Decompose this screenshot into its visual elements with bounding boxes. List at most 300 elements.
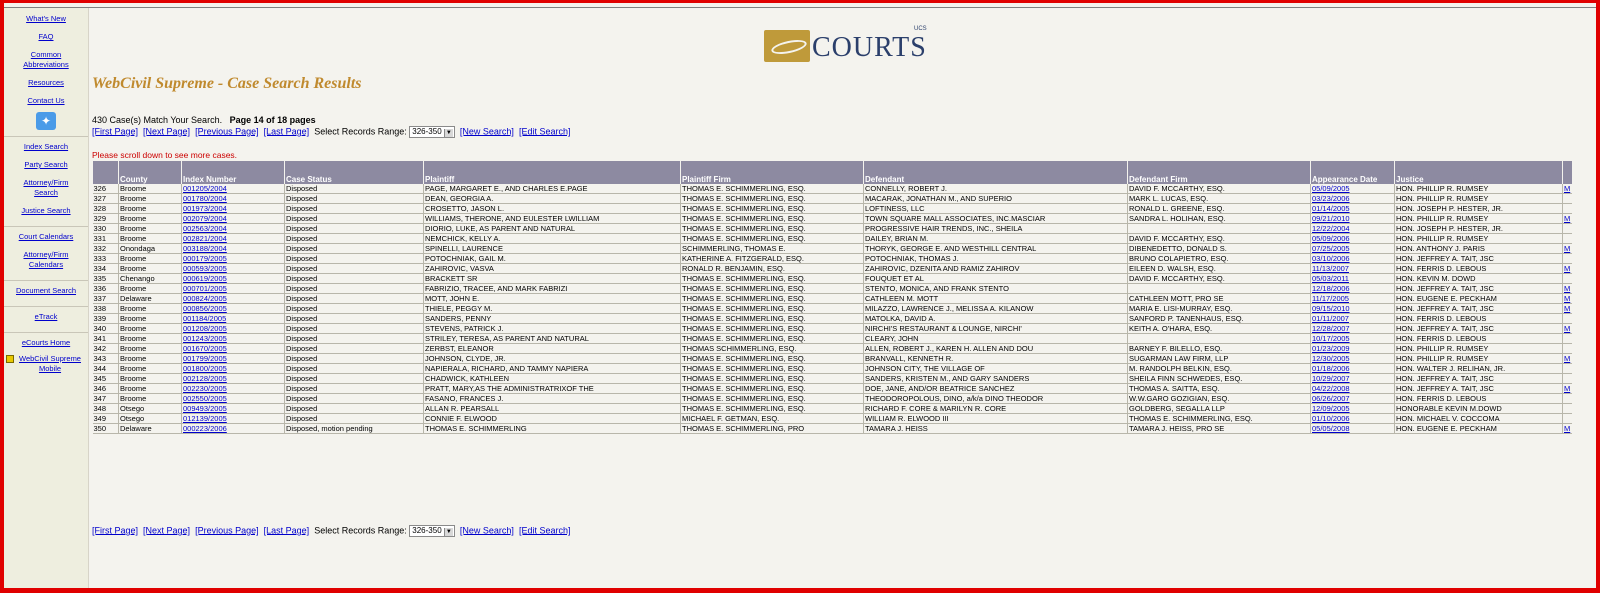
cell-plaintiff: BRACKETT SR (424, 274, 681, 284)
table-row (93, 244, 1572, 254)
index-number-link[interactable]: 002079/2004 (183, 214, 227, 223)
cell-defendant: DAILEY, BRIAN M. (864, 234, 1128, 244)
edge-link[interactable]: M (1564, 324, 1571, 333)
col-header-plaintiff-firm: Plaintiff Firm (681, 161, 864, 184)
cell-defendant-firm: DAVID F. MCCARTHY, ESQ. (1128, 184, 1311, 194)
cell-row-number: 341 (93, 334, 119, 344)
cell-plaintiff: CROSETTO, JASON L. (424, 204, 681, 214)
sidebar-link-common-abbreviations[interactable]: Common Abbreviations (23, 50, 69, 69)
cell-defendant-firm: MARIA E. LISI-MURRAY, ESQ. (1128, 304, 1311, 314)
cell-defendant-firm: SANFORD P. TANENHAUS, ESQ. (1128, 314, 1311, 324)
sidebar-link-attorney-firm-search[interactable]: Attorney/Firm Search (23, 178, 69, 197)
appearance-date-link[interactable]: 11/13/2007 (1312, 264, 1349, 273)
cell-plaintiff: SPINELLI, LAURENCE (424, 244, 681, 254)
cell-defendant: SANDERS, KRISTEN M., AND GARY SANDERS (864, 374, 1128, 384)
pagination-top (92, 126, 570, 138)
cell-defendant-firm: THOMAS E. SCHIMMERLING, ESQ. (1128, 414, 1311, 424)
cell-appearance-date (1311, 364, 1395, 374)
sidebar-link-document-search[interactable]: Document Search (15, 286, 77, 295)
cell-index-number (182, 294, 285, 304)
cell-county: Onondaga (119, 244, 182, 254)
sidebar-link-webcivil-mobile[interactable]: WebCivil Supreme Mobile (19, 354, 81, 373)
cell-plaintiff-firm: THOMAS E. SCHIMMERLING, ESQ. (681, 184, 864, 194)
index-number-link[interactable]: 001243/2005 (183, 334, 227, 343)
index-number-link[interactable]: 000593/2005 (183, 264, 227, 273)
col-header-justice: Justice (1395, 161, 1563, 184)
edit-search-link[interactable]: [Edit Search] (518, 126, 571, 137)
table-row (93, 304, 1572, 314)
cell-justice: HON. JEFFREY A. TAIT, JSC (1395, 324, 1563, 334)
cell-plaintiff-firm: SCHIMMERLING, THOMAS E. (681, 244, 864, 254)
index-number-link[interactable]: 001205/2004 (183, 184, 227, 193)
cell-edge (1563, 304, 1572, 314)
table-row (93, 274, 1572, 284)
cell-edge (1563, 394, 1572, 404)
cell-edge (1563, 424, 1572, 434)
cell-justice: HON. WALTER J. RELIHAN, JR. (1395, 364, 1563, 374)
index-number-link[interactable]: 000619/2005 (183, 274, 227, 283)
cell-appearance-date (1311, 214, 1395, 224)
cell-edge (1563, 204, 1572, 214)
cell-defendant: MILAZZO, LAWRENCE J., MELISSA A. KILANOW (864, 304, 1128, 314)
cell-case-status: Disposed (285, 184, 424, 194)
cell-defendant: CATHLEEN M. MOTT (864, 294, 1128, 304)
cell-appearance-date (1311, 344, 1395, 354)
cell-justice: HON. KEVIN M. DOWD (1395, 274, 1563, 284)
cell-row-number: 335 (93, 274, 119, 284)
previous-page-link[interactable]: [Previous Page] (195, 525, 259, 536)
cell-row-number: 327 (93, 194, 119, 204)
appearance-date-link[interactable]: 12/22/2004 (1312, 224, 1350, 233)
appearance-date-link[interactable]: 12/28/2007 (1312, 324, 1350, 333)
cell-case-status: Disposed (285, 304, 424, 314)
cell-plaintiff-firm: THOMAS E. SCHIMMERLING, ESQ. (681, 194, 864, 204)
cell-appearance-date (1311, 424, 1395, 434)
cell-justice: HON. JEFFREY A. TAIT, JSC (1395, 254, 1563, 264)
cell-plaintiff: THIELE, PEGGY M. (424, 304, 681, 314)
cell-justice: HON. FERRIS D. LEBOUS (1395, 394, 1563, 404)
cell-defendant-firm: RONALD L. GREENE, ESQ. (1128, 204, 1311, 214)
edge-link[interactable]: M (1564, 424, 1571, 433)
cell-row-number: 342 (93, 344, 119, 354)
col-header-defendant-firm: Defendant Firm (1128, 161, 1311, 184)
table-row (93, 374, 1572, 384)
cell-index-number (182, 324, 285, 334)
edge-link[interactable]: M (1564, 304, 1571, 313)
cell-defendant-firm: DAVID F. MCCARTHY, ESQ. (1128, 274, 1311, 284)
cell-row-number: 348 (93, 404, 119, 414)
cell-defendant: WILLIAM R. ELWOOD III (864, 414, 1128, 424)
cell-county: Broome (119, 364, 182, 374)
index-number-link[interactable]: 000223/2006 (183, 424, 227, 433)
cell-defendant-firm: KEITH A. O'HARA, ESQ. (1128, 324, 1311, 334)
edge-link[interactable]: M (1564, 184, 1571, 193)
cell-appearance-date (1311, 294, 1395, 304)
cell-defendant: ALLEN, ROBERT J., KAREN H. ALLEN AND DOU (864, 344, 1128, 354)
cell-case-status: Disposed (285, 364, 424, 374)
cell-defendant: CONNELLY, ROBERT J. (864, 184, 1128, 194)
edge-link[interactable]: M (1564, 264, 1571, 273)
sidebar-link-court-calendars[interactable]: Court Calendars (18, 232, 74, 241)
sidebar-link-resources[interactable]: Resources (28, 78, 64, 87)
cell-appearance-date (1311, 374, 1395, 384)
match-count: 430 Case(s) Match Your Search. (92, 115, 223, 125)
sidebar (4, 8, 89, 588)
index-number-link[interactable]: 002550/2005 (183, 394, 227, 403)
cell-defendant-firm: DAVID F. MCCARTHY, ESQ. (1128, 234, 1311, 244)
sidebar-link-contact-us[interactable]: Contact Us (27, 96, 65, 105)
previous-page-link[interactable]: [Previous Page] (195, 126, 259, 137)
page-indicator: Page 14 of 18 pages (229, 115, 316, 125)
edge-link[interactable]: M (1564, 384, 1571, 393)
appearance-date-link[interactable]: 01/10/2006 (1312, 414, 1350, 423)
index-number-link[interactable]: 001799/2005 (183, 354, 227, 363)
cell-appearance-date (1311, 404, 1395, 414)
index-number-link[interactable]: 000179/2005 (183, 254, 227, 263)
cell-case-status: Disposed (285, 294, 424, 304)
cell-defendant-firm: TAMARA J. HEISS, PRO SE (1128, 424, 1311, 434)
cell-edge (1563, 284, 1572, 294)
cell-case-status: Disposed (285, 264, 424, 274)
cell-appearance-date (1311, 314, 1395, 324)
first-page-link[interactable]: [First Page] (92, 525, 139, 536)
edge-link[interactable]: M (1564, 354, 1571, 363)
cell-county: Otsego (119, 404, 182, 414)
table-row (93, 204, 1572, 214)
cell-plaintiff: ZERBST, ELEANOR (424, 344, 681, 354)
col-header-appearance-date: Appearance Date (1311, 161, 1395, 184)
cell-edge (1563, 324, 1572, 334)
col-header-number (93, 161, 119, 184)
cell-appearance-date (1311, 234, 1395, 244)
cell-justice: HON. PHILLIP R. RUMSEY (1395, 354, 1563, 364)
cell-plaintiff-firm: THOMAS E. SCHIMMERLING, ESQ. (681, 324, 864, 334)
cell-defendant-firm: GOLDBERG, SEGALLA LLP (1128, 404, 1311, 414)
cell-appearance-date (1311, 244, 1395, 254)
index-number-link[interactable]: 002128/2005 (183, 374, 227, 383)
table-row (93, 234, 1572, 244)
cell-county: Chenango (119, 274, 182, 284)
appearance-date-link[interactable]: 07/25/2005 (1312, 244, 1350, 253)
cell-case-status: Disposed (285, 374, 424, 384)
cell-edge (1563, 274, 1572, 284)
cell-index-number (182, 314, 285, 324)
index-number-link[interactable]: 000701/2005 (183, 284, 227, 293)
cell-row-number: 334 (93, 264, 119, 274)
next-page-link[interactable]: [Next Page] (143, 525, 191, 536)
table-row (93, 314, 1572, 324)
cell-plaintiff-firm: THOMAS E. SCHIMMERLING, ESQ. (681, 404, 864, 414)
table-row (93, 414, 1572, 424)
cell-defendant: MACARAK, JONATHAN M., AND SUPERIO (864, 194, 1128, 204)
table-row (93, 264, 1572, 274)
cell-index-number (182, 284, 285, 294)
sidebar-link-ecourts-home[interactable]: eCourts Home (21, 338, 71, 347)
cell-index-number (182, 224, 285, 234)
index-number-link[interactable]: 001184/2005 (183, 314, 227, 323)
courts-logo-mark (764, 30, 810, 62)
edge-link[interactable]: M (1564, 284, 1571, 293)
cell-defendant: RICHARD F. CORE & MARILYN R. CORE (864, 404, 1128, 414)
table-header-row (93, 161, 1572, 184)
appearance-date-link[interactable]: 10/29/2007 (1312, 374, 1350, 383)
table-row (93, 254, 1572, 264)
cell-plaintiff: ALLAN R. PEARSALL (424, 404, 681, 414)
cell-justice: HON. FERRIS D. LEBOUS (1395, 334, 1563, 344)
cell-case-status: Disposed (285, 254, 424, 264)
cell-plaintiff-firm: THOMAS E. SCHIMMERLING, ESQ. (681, 224, 864, 234)
cell-justice: HONORABLE KEVIN M.DOWD (1395, 404, 1563, 414)
cell-edge (1563, 384, 1572, 394)
cell-defendant-firm: DIBENEDETTO, DONALD S. (1128, 244, 1311, 254)
table-row (93, 294, 1572, 304)
cell-plaintiff-firm: THOMAS E. SCHIMMERLING, ESQ. (681, 354, 864, 364)
mobile-icon (6, 355, 14, 363)
cell-row-number: 337 (93, 294, 119, 304)
cell-case-status: Disposed (285, 414, 424, 424)
cell-edge (1563, 374, 1572, 384)
cell-case-status: Disposed (285, 324, 424, 334)
cell-appearance-date (1311, 354, 1395, 364)
cell-county: Broome (119, 394, 182, 404)
cell-edge (1563, 354, 1572, 364)
sidebar-link-whats-new[interactable]: What's New (26, 14, 66, 23)
cell-county: Otsego (119, 414, 182, 424)
cell-index-number (182, 414, 285, 424)
chevron-down-icon[interactable]: ▼ (444, 528, 453, 536)
cell-plaintiff-firm: THOMAS E. SCHIMMERLING, ESQ. (681, 294, 864, 304)
cell-index-number (182, 204, 285, 214)
cell-county: Broome (119, 304, 182, 314)
cell-edge (1563, 414, 1572, 424)
cell-plaintiff-firm: THOMAS E. SCHIMMERLING, ESQ. (681, 334, 864, 344)
sidebar-link-etrack[interactable]: eTrack (34, 312, 58, 321)
cell-plaintiff-firm: THOMAS E. SCHIMMERLING, ESQ. (681, 284, 864, 294)
results-table (92, 161, 1572, 434)
sidebar-link-index-search[interactable]: Index Search (23, 142, 69, 151)
cell-plaintiff-firm: THOMAS E. SCHIMMERLING, ESQ. (681, 394, 864, 404)
cell-row-number: 326 (93, 184, 119, 194)
appearance-date-link[interactable]: 03/10/2006 (1312, 254, 1350, 263)
cell-justice: HON. JEFFREY A. TAIT, JSC (1395, 384, 1563, 394)
chevron-down-icon[interactable]: ▼ (444, 129, 453, 137)
index-number-link[interactable]: 000856/2005 (183, 304, 227, 313)
edge-link[interactable]: M (1564, 214, 1571, 223)
table-row (93, 284, 1572, 294)
edit-search-link[interactable]: [Edit Search] (518, 525, 571, 536)
cell-appearance-date (1311, 284, 1395, 294)
cell-county: Broome (119, 214, 182, 224)
appearance-date-link[interactable]: 10/17/2005 (1312, 334, 1350, 343)
appearance-date-link[interactable]: 03/23/2006 (1312, 194, 1350, 203)
edge-link[interactable]: M (1564, 294, 1571, 303)
cell-plaintiff-firm: THOMAS SCHIMMERLING, ESQ. (681, 344, 864, 354)
table-row (93, 334, 1572, 344)
col-header-plaintiff: Plaintiff (424, 161, 681, 184)
index-number-link[interactable]: 001670/2005 (183, 344, 227, 353)
cell-justice: HON. JEFFREY A. TAIT, JSC (1395, 374, 1563, 384)
appearance-date-link[interactable]: 05/09/2006 (1312, 234, 1350, 243)
appearance-date-link[interactable]: 05/09/2005 (1312, 184, 1350, 193)
cell-edge (1563, 254, 1572, 264)
cell-plaintiff: FABRIZIO, TRACEE, AND MARK FABRIZI (424, 284, 681, 294)
table-row (93, 354, 1572, 364)
appearance-date-link[interactable]: 06/26/2007 (1312, 394, 1350, 403)
cell-appearance-date (1311, 224, 1395, 234)
cell-plaintiff: NEMCHICK, KELLY A. (424, 234, 681, 244)
appearance-date-link[interactable]: 01/11/2007 (1312, 314, 1349, 323)
courts-logo[interactable] (764, 24, 934, 68)
cell-plaintiff-firm: THOMAS E. SCHIMMERLING, ESQ. (681, 214, 864, 224)
index-number-link[interactable]: 001973/2004 (183, 204, 227, 213)
last-page-link[interactable]: [Last Page] (263, 126, 310, 137)
index-number-link[interactable]: 009493/2005 (183, 404, 227, 413)
cell-index-number (182, 194, 285, 204)
index-number-link[interactable]: 002563/2004 (183, 224, 227, 233)
cell-county: Broome (119, 314, 182, 324)
appearance-date-link[interactable]: 12/09/2005 (1312, 404, 1350, 413)
cell-defendant: DOE, JANE, AND/OR BEATRICE SANCHEZ (864, 384, 1128, 394)
first-page-link[interactable]: [First Page] (92, 126, 139, 137)
last-page-link[interactable]: [Last Page] (263, 525, 310, 536)
records-range-select[interactable] (409, 525, 455, 537)
table-row (93, 364, 1572, 374)
cell-plaintiff-firm: THOMAS E. SCHIMMERLING, ESQ. (681, 374, 864, 384)
cell-defendant-firm: BARNEY F. BILELLO, ESQ. (1128, 344, 1311, 354)
cell-row-number: 349 (93, 414, 119, 424)
cell-justice: HON. PHILLIP R. RUMSEY (1395, 234, 1563, 244)
cell-plaintiff-firm: THOMAS E. SCHIMMERLING, ESQ. (681, 314, 864, 324)
cell-defendant: CLEARY, JOHN (864, 334, 1128, 344)
sidebar-link-faq[interactable]: FAQ (38, 32, 54, 41)
cell-plaintiff-firm: THOMAS E. SCHIMMERLING, ESQ. (681, 364, 864, 374)
cell-row-number: 344 (93, 364, 119, 374)
cell-case-status: Disposed (285, 244, 424, 254)
cell-appearance-date (1311, 414, 1395, 424)
cell-row-number: 336 (93, 284, 119, 294)
cell-county: Broome (119, 344, 182, 354)
cell-plaintiff-firm: THOMAS E. SCHIMMERLING, ESQ. (681, 234, 864, 244)
sidebar-link-party-search[interactable]: Party Search (24, 160, 68, 169)
cell-plaintiff-firm: THOMAS E. SCHIMMERLING, ESQ. (681, 304, 864, 314)
cell-defendant-firm: SUGARMAN LAW FIRM, LLP (1128, 354, 1311, 364)
appearance-date-link[interactable]: 01/14/2005 (1312, 204, 1350, 213)
appearance-date-link[interactable]: 01/23/2009 (1312, 344, 1350, 353)
search-summary (92, 115, 316, 125)
cell-county: Delaware (119, 294, 182, 304)
twitter-icon[interactable]: ✦ (36, 112, 56, 130)
sidebar-link-justice-search[interactable]: Justice Search (21, 206, 71, 215)
index-number-link[interactable]: 003188/2004 (183, 244, 227, 253)
cell-index-number (182, 264, 285, 274)
cell-case-status: Disposed (285, 224, 424, 234)
appearance-date-link[interactable]: 12/18/2006 (1312, 284, 1350, 293)
cell-defendant-firm (1128, 334, 1311, 344)
cell-appearance-date (1311, 394, 1395, 404)
cell-case-status: Disposed (285, 194, 424, 204)
cell-row-number: 347 (93, 394, 119, 404)
cell-case-status: Disposed (285, 334, 424, 344)
appearance-date-link[interactable]: 04/22/2008 (1312, 384, 1350, 393)
appearance-date-link[interactable]: 12/30/2005 (1312, 354, 1350, 363)
cell-county: Broome (119, 384, 182, 394)
appearance-date-link[interactable]: 09/21/2010 (1312, 214, 1350, 223)
cell-row-number: 346 (93, 384, 119, 394)
index-number-link[interactable]: 001780/2004 (183, 194, 227, 203)
cell-county: Broome (119, 194, 182, 204)
index-number-link[interactable]: 000824/2005 (183, 294, 227, 303)
appearance-date-link[interactable]: 05/05/2008 (1312, 424, 1350, 433)
cell-defendant: THEODOROPOLOUS, DINO, a/k/a DINO THEODOR (864, 394, 1128, 404)
new-search-link[interactable]: [New Search] (459, 126, 514, 137)
cell-index-number (182, 184, 285, 194)
appearance-date-link[interactable]: 09/15/2010 (1312, 304, 1350, 313)
main-content (92, 8, 1596, 588)
cell-plaintiff: PAGE, MARGARET E., AND CHARLES E.PAGE (424, 184, 681, 194)
appearance-date-link[interactable]: 01/18/2006 (1312, 364, 1350, 373)
cell-index-number (182, 364, 285, 374)
courts-logo-word: COURTS (812, 32, 927, 63)
cell-justice: HON. JEFFREY A. TAIT, JSC (1395, 304, 1563, 314)
cell-row-number: 329 (93, 214, 119, 224)
cell-plaintiff: POTOCHNIAK, GAIL M. (424, 254, 681, 264)
index-number-link[interactable]: 001208/2005 (183, 324, 227, 333)
index-number-link[interactable]: 002821/2004 (183, 234, 227, 243)
cell-defendant: TOWN SQUARE MALL ASSOCIATES, INC.MASCIAR (864, 214, 1128, 224)
index-number-link[interactable]: 001800/2005 (183, 364, 227, 373)
cell-justice: HON. JEFFREY A. TAIT, JSC (1395, 284, 1563, 294)
sidebar-divider (4, 306, 88, 307)
table-row (93, 404, 1572, 414)
cell-appearance-date (1311, 274, 1395, 284)
cell-defendant: TAMARA J. HEISS (864, 424, 1128, 434)
cell-row-number: 343 (93, 354, 119, 364)
records-range-value: 326-350 (412, 127, 442, 136)
page-title: WebCivil Supreme - Case Search Results (92, 75, 362, 92)
col-header-index-number: Index Number (182, 161, 285, 184)
col-header-defendant: Defendant (864, 161, 1128, 184)
table-row (93, 324, 1572, 334)
cell-county: Broome (119, 264, 182, 274)
appearance-date-link[interactable]: 05/03/2011 (1312, 274, 1349, 283)
cell-appearance-date (1311, 324, 1395, 334)
new-search-link[interactable]: [New Search] (459, 525, 514, 536)
edge-link[interactable]: M (1564, 244, 1571, 253)
table-row (93, 344, 1572, 354)
cell-index-number (182, 374, 285, 384)
cell-justice: HON. JOSEPH P. HESTER, JR. (1395, 224, 1563, 234)
index-number-link[interactable]: 002230/2005 (183, 384, 227, 393)
cell-plaintiff: CONNIE F. ELWOOD (424, 414, 681, 424)
index-number-link[interactable]: 012139/2005 (183, 414, 227, 423)
cell-plaintiff: FASANO, FRANCES J. (424, 394, 681, 404)
cell-county: Broome (119, 374, 182, 384)
cell-appearance-date (1311, 334, 1395, 344)
cell-appearance-date (1311, 384, 1395, 394)
next-page-link[interactable]: [Next Page] (143, 126, 191, 137)
cell-defendant-firm: MARK L. LUCAS, ESQ. (1128, 194, 1311, 204)
cell-case-status: Disposed (285, 354, 424, 364)
cell-defendant: BRANVALL, KENNETH R. (864, 354, 1128, 364)
results-body (93, 184, 1572, 434)
appearance-date-link[interactable]: 11/17/2005 (1312, 294, 1349, 303)
records-range-select[interactable] (409, 126, 455, 138)
table-row (93, 214, 1572, 224)
table-row (93, 384, 1572, 394)
cell-justice: HON. PHILLIP R. RUMSEY (1395, 184, 1563, 194)
sidebar-link-attorney-firm-calendars[interactable]: Attorney/Firm Calendars (23, 250, 69, 269)
cell-plaintiff: MOTT, JOHN E. (424, 294, 681, 304)
